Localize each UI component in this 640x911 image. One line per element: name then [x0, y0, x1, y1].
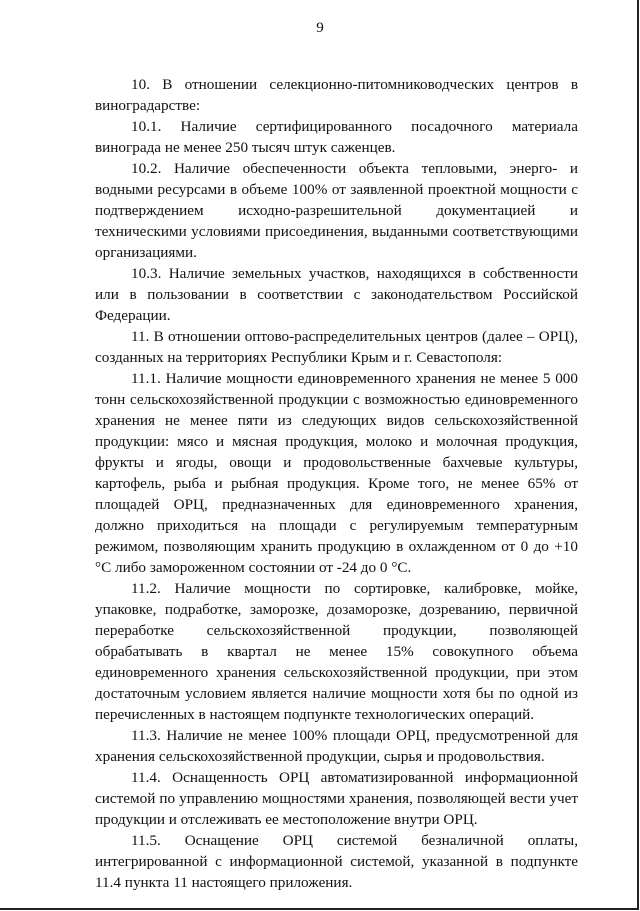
paragraph-11-1: 11.1. Наличие мощности единовременного хранения не менее 5 000 тонн сельскохозяйственной продукции с возможностью единовременного хранения не менее пяти из следующих видов сельскохозяйственной продукции: мясо и мясная продукция, молоко и молочная продукция, фрукты и ягоды, овощи и продовольственные бахчевые культуры, картофель, рыба и рыбная продукция. Кроме того, не менее 65% от площадей ОРЦ, предназначенных для единовременного хранения, должно приходиться на площади с регулируемым температурным режимом, позволяющим хранить продукцию в охлажденном от 0 до +10 °C либо замороженном состоянии от -24 до 0 °C.: [95, 370, 578, 576]
paragraph-10-1: 10.1. Наличие сертифицированного посадочного материала винограда не менее 250 тысяч штук саженцев.: [95, 118, 578, 156]
paragraph-11-2: 11.2. Наличие мощности по сортировке, калибровке, мойке, упаковке, подработке, заморозке, дозаморозке, дозреванию, первичной переработке сельскохозяйственной продукции, позволяющей обрабатывать в квартал не менее 15% совокупного объема единовременного хранения сельскохозяйственной продукции, при этом достаточным условием является наличие мощности хотя бы по одной из перечисленных в настоящем подпункте технологических операций.: [95, 580, 578, 723]
paragraph-11: 11. В отношении оптово-распределительных центров (далее – ОРЦ), созданных на территориях Республики Крым и г. Севастополя:: [95, 328, 578, 366]
paragraph-11-3: 11.3. Наличие не менее 100% площади ОРЦ, предусмотренной для хранения сельскохозяйственной продукции, сырья и продовольствия.: [95, 727, 578, 765]
paragraph-11-5: 11.5. Оснащение ОРЦ системой безналичной оплаты, интегрированной с информационной системой, указанной в подпункте 11.4 пункта 11 настоящего приложения.: [95, 832, 578, 891]
paragraph-10: 10. В отношении селекционно-питомниководческих центров в виноградарстве:: [95, 76, 578, 114]
document-body: [95, 74, 578, 893]
paragraph-10-3: 10.3. Наличие земельных участков, находящихся в собственности или в пользовании в соответствии с законодательством Российской Федерации.: [95, 265, 578, 324]
page-number: 9: [316, 20, 324, 36]
paragraph-10-2: 10.2. Наличие обеспеченности объекта тепловыми, энерго- и водными ресурсами в объеме 100% от заявленной проектной мощности с подтверждением исходно-разрешительной документацией и техническими условиями присоединения, выданными соответствующими организациями.: [95, 160, 578, 261]
paragraph-11-4: 11.4. Оснащенность ОРЦ автоматизированной информационной системой по управлению мощностями хранения, позволяющей вести учет продукции и отслеживать ее местоположение внутри ОРЦ.: [95, 769, 578, 828]
